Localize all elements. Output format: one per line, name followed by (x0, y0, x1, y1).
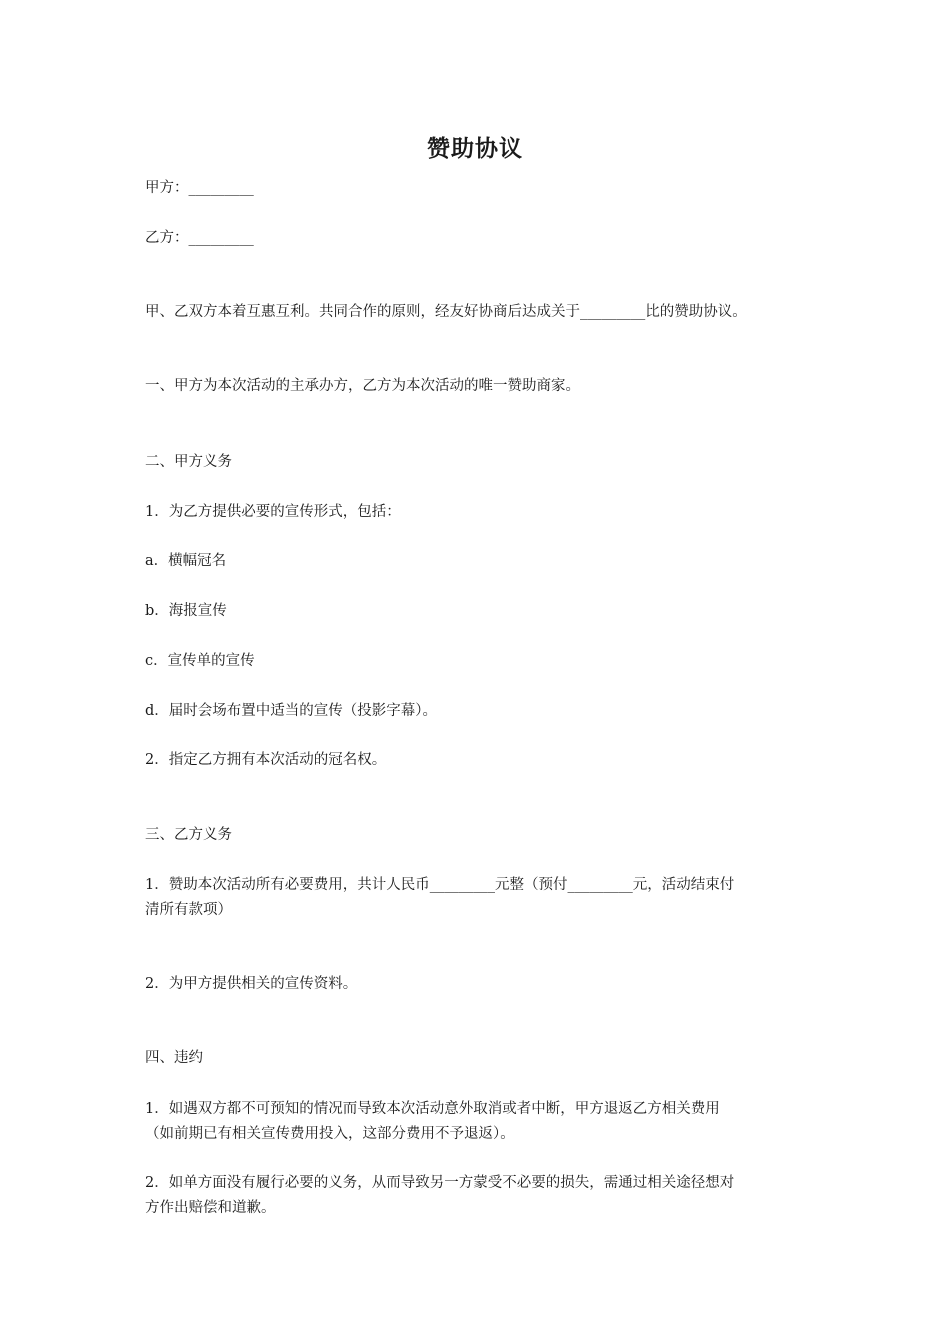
sub-item-b: b．海报宣传 (145, 603, 227, 619)
section-4-item-2-line-1: 2．如单方面没有履行必要的义务，从而导致另一方蒙受不必要的损失，需通过相关途径想对 (145, 1175, 735, 1191)
party-a-line: 甲方：_________ (145, 180, 254, 196)
section-4-item-2-line-2: 方作出赔偿和道歉。 (145, 1200, 276, 1216)
section-2-item-1: 1．为乙方提供必要的宣传形式，包括： (145, 504, 401, 520)
section-4-item-1-line-1: 1．如遇双方都不可预知的情况而导致本次活动意外取消或者中断，甲方退返乙方相关费用 (145, 1101, 720, 1117)
section-4-heading: 四、违约 (145, 1050, 203, 1066)
section-3-item-1-line-2: 清所有款项） (145, 902, 232, 918)
section-3-heading: 三、乙方义务 (145, 827, 232, 843)
section-2-item-2: 2．指定乙方拥有本次活动的冠名权。 (145, 752, 387, 768)
section-4-item-1-line-2: （如前期已有相关宣传费用投入，这部分费用不予退返）。 (145, 1126, 515, 1142)
sub-item-a: a．横幅冠名 (145, 553, 227, 569)
section-3-item-2: 2．为甲方提供相关的宣传资料。 (145, 976, 358, 992)
preamble-paragraph: 甲、乙双方本着互惠互利。共同合作的原则，经友好协商后达成关于_________比的赞助协议。 (145, 304, 747, 320)
section-3-item-1-line-1: 1．赞助本次活动所有必要费用，共计人民币_________元整（预付_________元，活动结束付 (145, 877, 735, 893)
section-2-heading: 二、甲方义务 (145, 454, 232, 470)
section-1-paragraph: 一、甲方为本次活动的主承办方，乙方为本次活动的唯一赞助商家。 (145, 378, 580, 394)
document-title: 赞助协议 (427, 135, 523, 162)
party-b-line: 乙方：_________ (145, 230, 254, 246)
sub-item-c: c．宣传单的宣传 (145, 653, 255, 669)
sub-item-d: d．届时会场布置中适当的宣传（投影字幕）。 (145, 703, 438, 719)
